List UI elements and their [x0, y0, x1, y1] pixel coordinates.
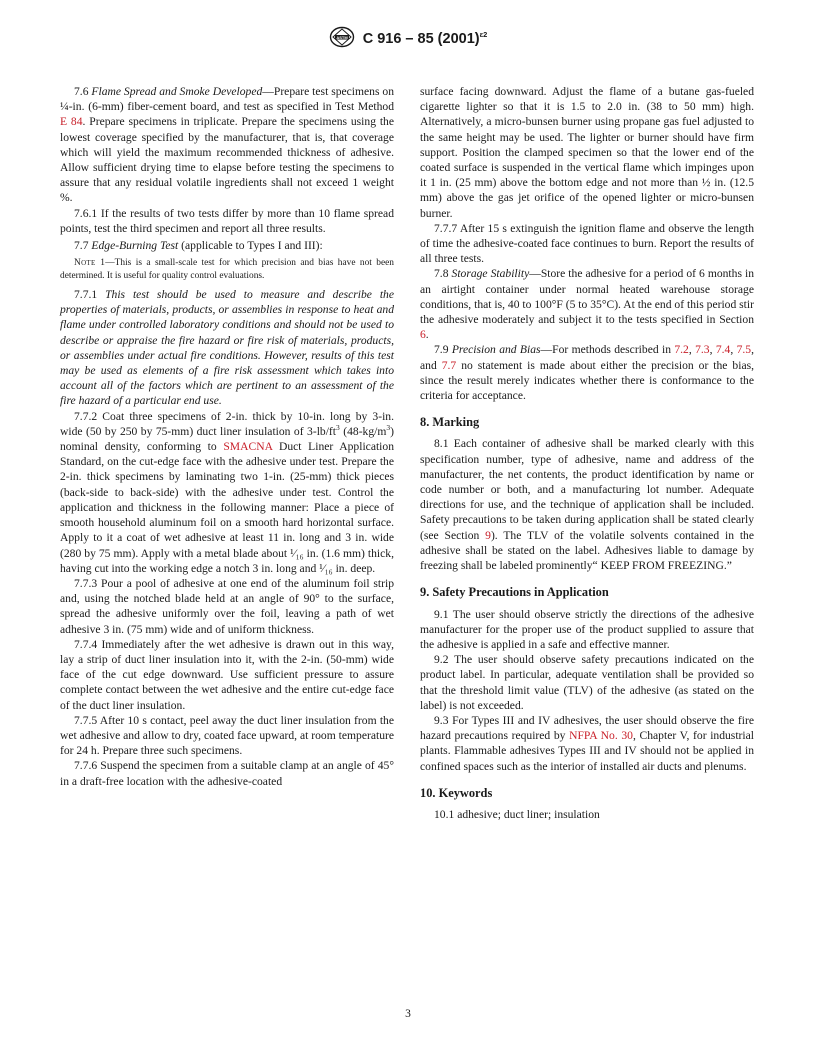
link-7-5[interactable]: 7.5 [736, 343, 752, 357]
section-7-7-6-continued: surface facing downward. Adjust the flame of a butane gas-fueled cigarette lighter so that it is 1.5 to 2.0 in. (38 to 50 mm) high. Alternatively, a micro-bunsen burner using propane gas fuel adjusted to the same height may be used. The lighter or burner should have firm support. Position the clamped specimen so that the lower end of the coated surface is suspended in the vertical flame which impinges upon it 1 in. (25 mm) above the bottom edge and not more than ½ in. (12.5 mm) above the gas jet orifice of the opened lighter or micro-bunsen burner. [420, 85, 754, 220]
section-8-1: 8.1 Each container of adhesive shall be marked clearly with this specification number, type of adhesive, name and address of the manufacturer, the net contents, the product identification by name or code number or both, and a manufacturing lot number. Adequate directions for use, and the technique of application shall be included. Safety precautions to be taken during application shall be stated clearly (see Section 9). The TLV of the volatile solvents contained in the adhesive shall be stated on the label. Adhesives liable to damage by freezing shall be labeled prominently“ KEEP FROM FREEZING.” [420, 437, 754, 573]
link-7-7[interactable]: 7.7 [441, 358, 457, 372]
link-7-3[interactable]: 7.3 [695, 343, 710, 357]
section-7-7-4: 7.7.4 Immediately after the wet adhesive is drawn out in this way, lay a strip of duct liner insulation into it, with the 2-in. (50-mm) wide face of the cut edge downward. Use sufficient pressure to assure complete contact between the wet adhesive and the entire cut-edge face of the duct liner insulation. [60, 637, 394, 712]
section-7-7-6: 7.7.6 Suspend the specimen from a suitable clamp at an angle of 45° in a draft-free location with the adhesive-coated [60, 759, 394, 788]
section-7-7-3: 7.7.3 Pour a pool of adhesive at one end of the aluminum foil strip and, using the notched blade held at an angle of 90° to the surface, spread the adhesive uniformly over the foil, leaving a path of wet adhesive 3 in. (75 mm) wide and of uniform thickness. [60, 576, 394, 636]
link-7-2[interactable]: 7.2 [674, 343, 689, 357]
link-7-4[interactable]: 7.4 [715, 343, 731, 357]
section-9-3: 9.3 For Types III and IV adhesives, the user should observe the fire hazard precautions required by NFPA No. 30, Chapter V, for industrial plants. Flammable adhesives Types III and IV should not be applied in confined spaces such as the interior of installed air ducts and plenums. [420, 713, 754, 773]
section-7-8: 7.8 Storage Stability—Store the adhesive for a period of 6 months in an airtight container under normal heated warehouse storage conditions, that is, 40 to 100°F (5 to 35°C). At the end of this period stir the adhesive moderately and subject it to the tests specified in Section 6. [420, 267, 754, 342]
section-9-2: 9.2 The user should observe safety precautions indicated on the product label. In particular, adequate ventilation shall be provided so that the threshold limit value (TLV) of the adhesive (as stated on the label) is not exceeded. [420, 653, 754, 712]
page-header [0, 26, 816, 52]
designation-superscript: ε2 [479, 30, 488, 39]
section-7-6: 7.6 Flame Spread and Smoke Developed—Prepare test specimens on ¼-in. (6-mm) fiber-cement board, and test as specified in Test Method E 84. Prepare specimens in triplicate. Prepare the specimens using the lowest coverage specified by the manufacturer, that is, that coverage which will yield the maximum recommended thickness of adhesive. Allow sufficient drying time to elapse before testing the specimens to assure that any residual volatile ingredients shall not exceed 1 weight %. [60, 85, 395, 205]
section-9-1: 9.1 The user should observe strictly the directions of the adhesive manufacturer for the proper use of the product supplied to assure that the adhesive is applied in a safe and effective manner. [420, 607, 754, 651]
link-e84[interactable]: E 84 [60, 115, 83, 129]
heading-safety-precautions: 9. Safety Precautions in Application [420, 585, 609, 600]
heading-keywords: 10. Keywords [420, 785, 493, 800]
link-nfpa-30[interactable]: NFPA No. 30 [569, 729, 633, 743]
document-designation: C 916 – 85 (2001) [362, 31, 480, 47]
section-7-7-5: 7.7.5 After 10 s contact, peel away the duct liner insulation from the wet adhesive and allow to dry, coated face upward, at room temperature for 24 h. Prepare three such specimens. [60, 713, 394, 758]
section-7-9: 7.9 Precision and Bias—For methods described in 7.2, 7.3, 7.4, 7.5, and 7.7 no statement is made about either the precision or the bias, since the result merely indicates whether there is conformance to the criteria for acceptance. [420, 343, 755, 403]
link-smacna[interactable]: SMACNA [223, 440, 273, 454]
link-section-6[interactable]: 6 [420, 328, 426, 342]
section-7-7: 7.7 Edge-Burning Test (applicable to Types I and III): [74, 239, 323, 253]
left-column [60, 84, 394, 789]
astm-logo-icon [329, 26, 355, 52]
section-7-7-1: 7.7.1 This test should be used to measure and describe the properties of materials, products, or assemblies in response to heat and flame under controlled laboratory conditions and should not be used to describe or appraise the fire hazard or fire risk of materials, products, or assemblies under actual fire conditions. However, results of this test may be used as elements of a fire risk assessment which takes into account all of the factors which are pertinent to an assessment of the fire hazard of a particular end use. [60, 288, 394, 408]
page-number: 3 [405, 1008, 411, 1020]
section-10-1: 10.1 adhesive; duct liner; insulation [434, 807, 600, 821]
heading-marking: 8. Marking [420, 415, 480, 430]
section-7-7-7: 7.7.7 After 15 s extinguish the ignition flame and observe the length of time the adhesive-coated face continues to burn. Report the results of all three tests. [420, 221, 754, 266]
section-7-7-2: 7.7.2 Coat three specimens of 2-in. thick by 10-in. long by 3-in. wide (50 by 250 by 75-mm) duct liner insulation of $3-lb/ft^3$ $(48-kg/m^3)$ nominal density, conforming to SMACNA Duct Liner Application Standard, on the cut-edge face with the adhesive under test. Prepare the 2-in. thick specimens by laminating two 1-in. (25-mm) thick pieces (back-side to back-side) with the adhesive under test. Control the application and thickness in the following manner: Place a piece of smooth household aluminum foil on a smooth hard horizontal surface. Apply to it a coat of wet adhesive at least 11 in. long and 3 in. wide (280 by 75 mm). Apply with a metal blade about ¹⁄₁₆ in. (1.6 mm) thick, having cut into the working edge a notch 3 in. long and ¹⁄₁₆ in. deep. [60, 409, 395, 575]
note-1: Note 1—This is a small-scale test for which precision and bias have not been determined. It is useful for quality control evaluations. [60, 258, 394, 281]
link-section-9[interactable]: 9 [485, 528, 491, 542]
section-7-6-1: 7.6.1 If the results of two tests differ by more than 10 flame spread points, test the third specimen and report all three results. [60, 206, 394, 235]
svg-text:ASTM: ASTM [336, 34, 348, 40]
right-column [420, 84, 754, 822]
